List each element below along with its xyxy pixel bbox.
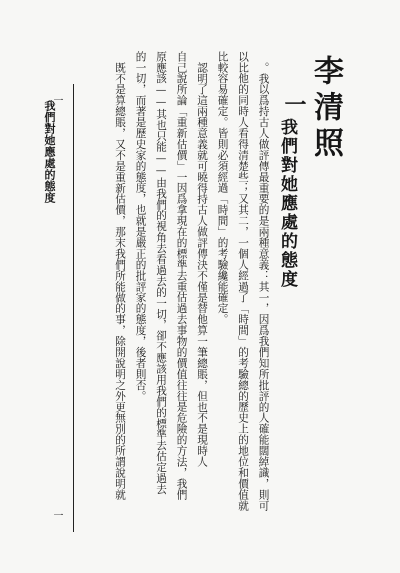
text-column: 比較容易確定。皆則必須經過「時間」的考驗纔能確定。: [216, 51, 229, 325]
text-column: 的一切，而著是歷史家的態度，也就是嚴正的批評家的態度，後者則否。: [134, 51, 147, 402]
chapter-title: 李清照: [308, 55, 343, 163]
text-column: 自己說所論「重新估價」一因爲拿現在的標準去重估過去事物的價值往往是危險的方法，我們: [175, 51, 188, 500]
section-title: 我們對她應處的態度: [277, 118, 297, 289]
text-column: 以比他的同時人看得清楚些；又其二，一個人經過了「時間」的考驗總的歷史上的地位和價值就: [237, 51, 250, 511]
text-column: 既不是算總賬，又不是重新估價，那末我們所能做的事，除開說明之外更無別的所謂說明就: [114, 62, 127, 500]
folio-mark-bottom: 一: [51, 510, 62, 520]
gutter-rule: [73, 84, 74, 532]
text-column: 原應該——其也只能——由我們的視角去看過去的一切，卻不應該用我們的標準去估定過去: [155, 51, 168, 495]
folio-mark-top: 一: [51, 95, 62, 105]
section-number: 一: [281, 93, 307, 115]
text-column: 認明了這兩種意義就可曉得持古人做評傳決不僅是替他算一筆總賬，但也不是現時人: [196, 62, 209, 468]
text-column: 。我以爲持古人做評傳最重要的是兩種意義：其一，因爲我們知所批評的人確能闊綽識，則可: [257, 62, 270, 511]
running-head: 我們對她應處的態度: [43, 100, 56, 204]
